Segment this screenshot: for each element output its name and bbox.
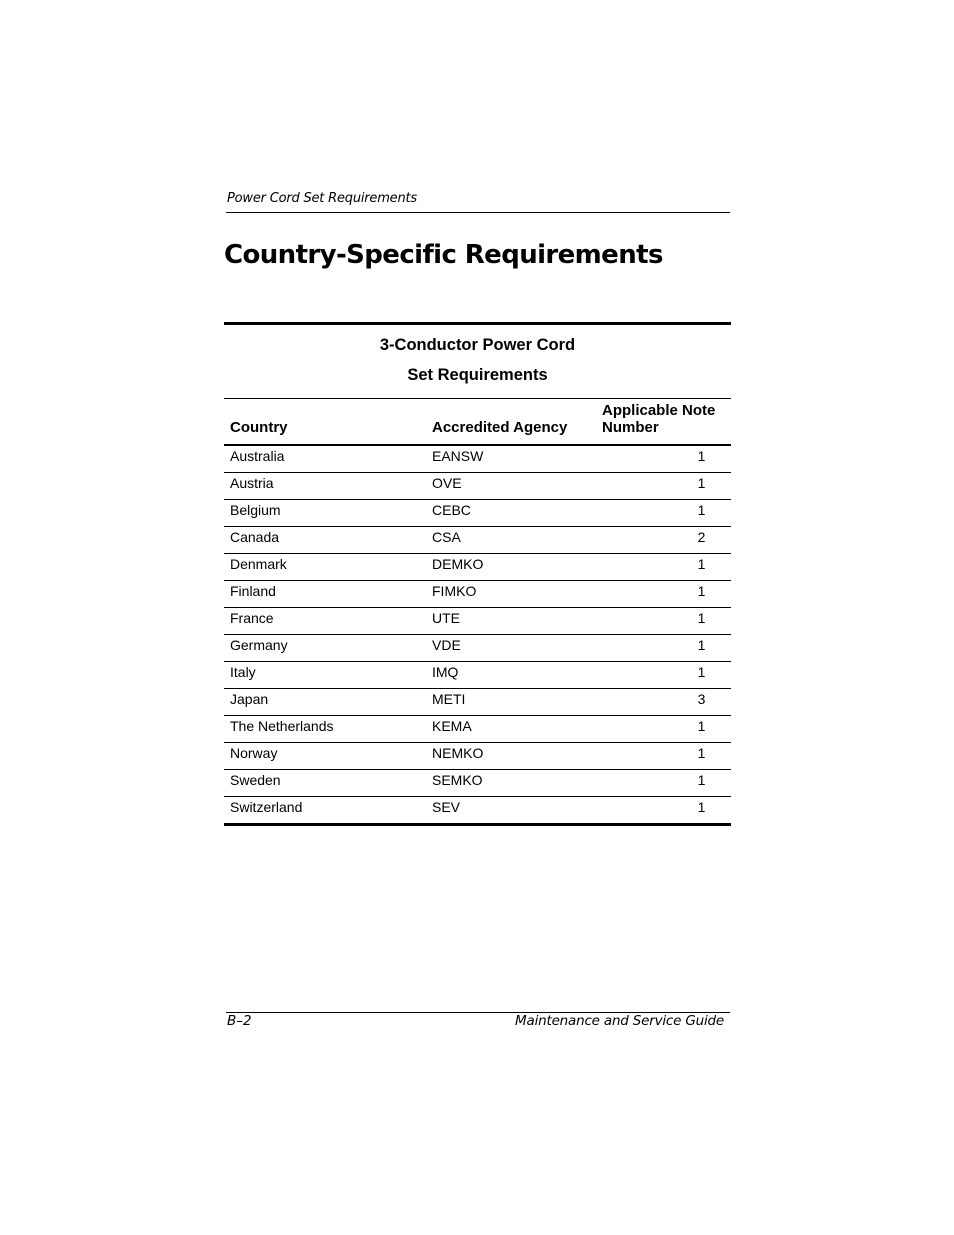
note-number-cell: 1	[596, 716, 731, 743]
table-row	[224, 445, 731, 473]
table-row	[224, 635, 731, 662]
table-caption	[224, 330, 731, 398]
note-number-cell: 1	[596, 445, 731, 473]
running-head: Power Cord Set Requirements	[227, 191, 417, 206]
note-number-cell: 3	[596, 689, 731, 716]
table-row	[224, 716, 731, 743]
table-header-row	[224, 399, 731, 445]
country-cell: Finland	[224, 581, 426, 608]
note-number-cell: 1	[596, 635, 731, 662]
table-row	[224, 500, 731, 527]
agency-cell: DEMKO	[426, 554, 596, 581]
note-number-cell: 1	[596, 581, 731, 608]
agency-cell: FIMKO	[426, 581, 596, 608]
table-row	[224, 689, 731, 716]
country-cell: Austria	[224, 473, 426, 500]
note-number-cell: 1	[596, 662, 731, 689]
note-number-cell: 1	[596, 473, 731, 500]
country-cell: Denmark	[224, 554, 426, 581]
table-row	[224, 527, 731, 554]
requirements-table-block	[224, 322, 731, 826]
note-number-cell: 1	[596, 743, 731, 770]
agency-cell: METI	[426, 689, 596, 716]
note-number-cell: 1	[596, 797, 731, 825]
country-cell: The Netherlands	[224, 716, 426, 743]
agency-cell: CEBC	[426, 500, 596, 527]
footer-page-number: B–2	[227, 1013, 252, 1029]
note-number-cell: 1	[596, 608, 731, 635]
table-row	[224, 581, 731, 608]
agency-cell: EANSW	[426, 445, 596, 473]
agency-cell: KEMA	[426, 716, 596, 743]
country-cell: Canada	[224, 527, 426, 554]
country-cell: Germany	[224, 635, 426, 662]
agency-cell: IMQ	[426, 662, 596, 689]
column-header-country: Country	[224, 399, 426, 445]
country-cell: Norway	[224, 743, 426, 770]
note-number-cell: 2	[596, 527, 731, 554]
table-row	[224, 797, 731, 825]
agency-cell: UTE	[426, 608, 596, 635]
table-caption-line-1: 3-Conductor Power Cord	[379, 336, 576, 354]
table-row	[224, 554, 731, 581]
country-cell: Japan	[224, 689, 426, 716]
column-header-note: Applicable Note Number	[596, 399, 731, 445]
country-cell: Switzerland	[224, 797, 426, 825]
country-cell: France	[224, 608, 426, 635]
country-cell: Italy	[224, 662, 426, 689]
country-cell: Sweden	[224, 770, 426, 797]
requirements-table	[224, 399, 731, 826]
table-row	[224, 662, 731, 689]
agency-cell: SEV	[426, 797, 596, 825]
agency-cell: OVE	[426, 473, 596, 500]
table-top-rule	[224, 322, 731, 325]
table-row	[224, 743, 731, 770]
country-cell: Belgium	[224, 500, 426, 527]
page-title: Country-Specific Requirements	[224, 240, 663, 270]
agency-cell: VDE	[426, 635, 596, 662]
note-number-cell: 1	[596, 500, 731, 527]
agency-cell: CSA	[426, 527, 596, 554]
agency-cell: SEMKO	[426, 770, 596, 797]
table-row	[224, 473, 731, 500]
table-caption-line-2: Set Requirements	[407, 366, 548, 384]
header-rule	[226, 212, 730, 213]
footer-book-title: Maintenance and Service Guide	[515, 1013, 724, 1029]
note-number-cell: 1	[596, 770, 731, 797]
agency-cell: NEMKO	[426, 743, 596, 770]
country-cell: Australia	[224, 445, 426, 473]
note-number-cell: 1	[596, 554, 731, 581]
column-header-agency: Accredited Agency	[426, 399, 596, 445]
table-row	[224, 608, 731, 635]
table-row	[224, 770, 731, 797]
